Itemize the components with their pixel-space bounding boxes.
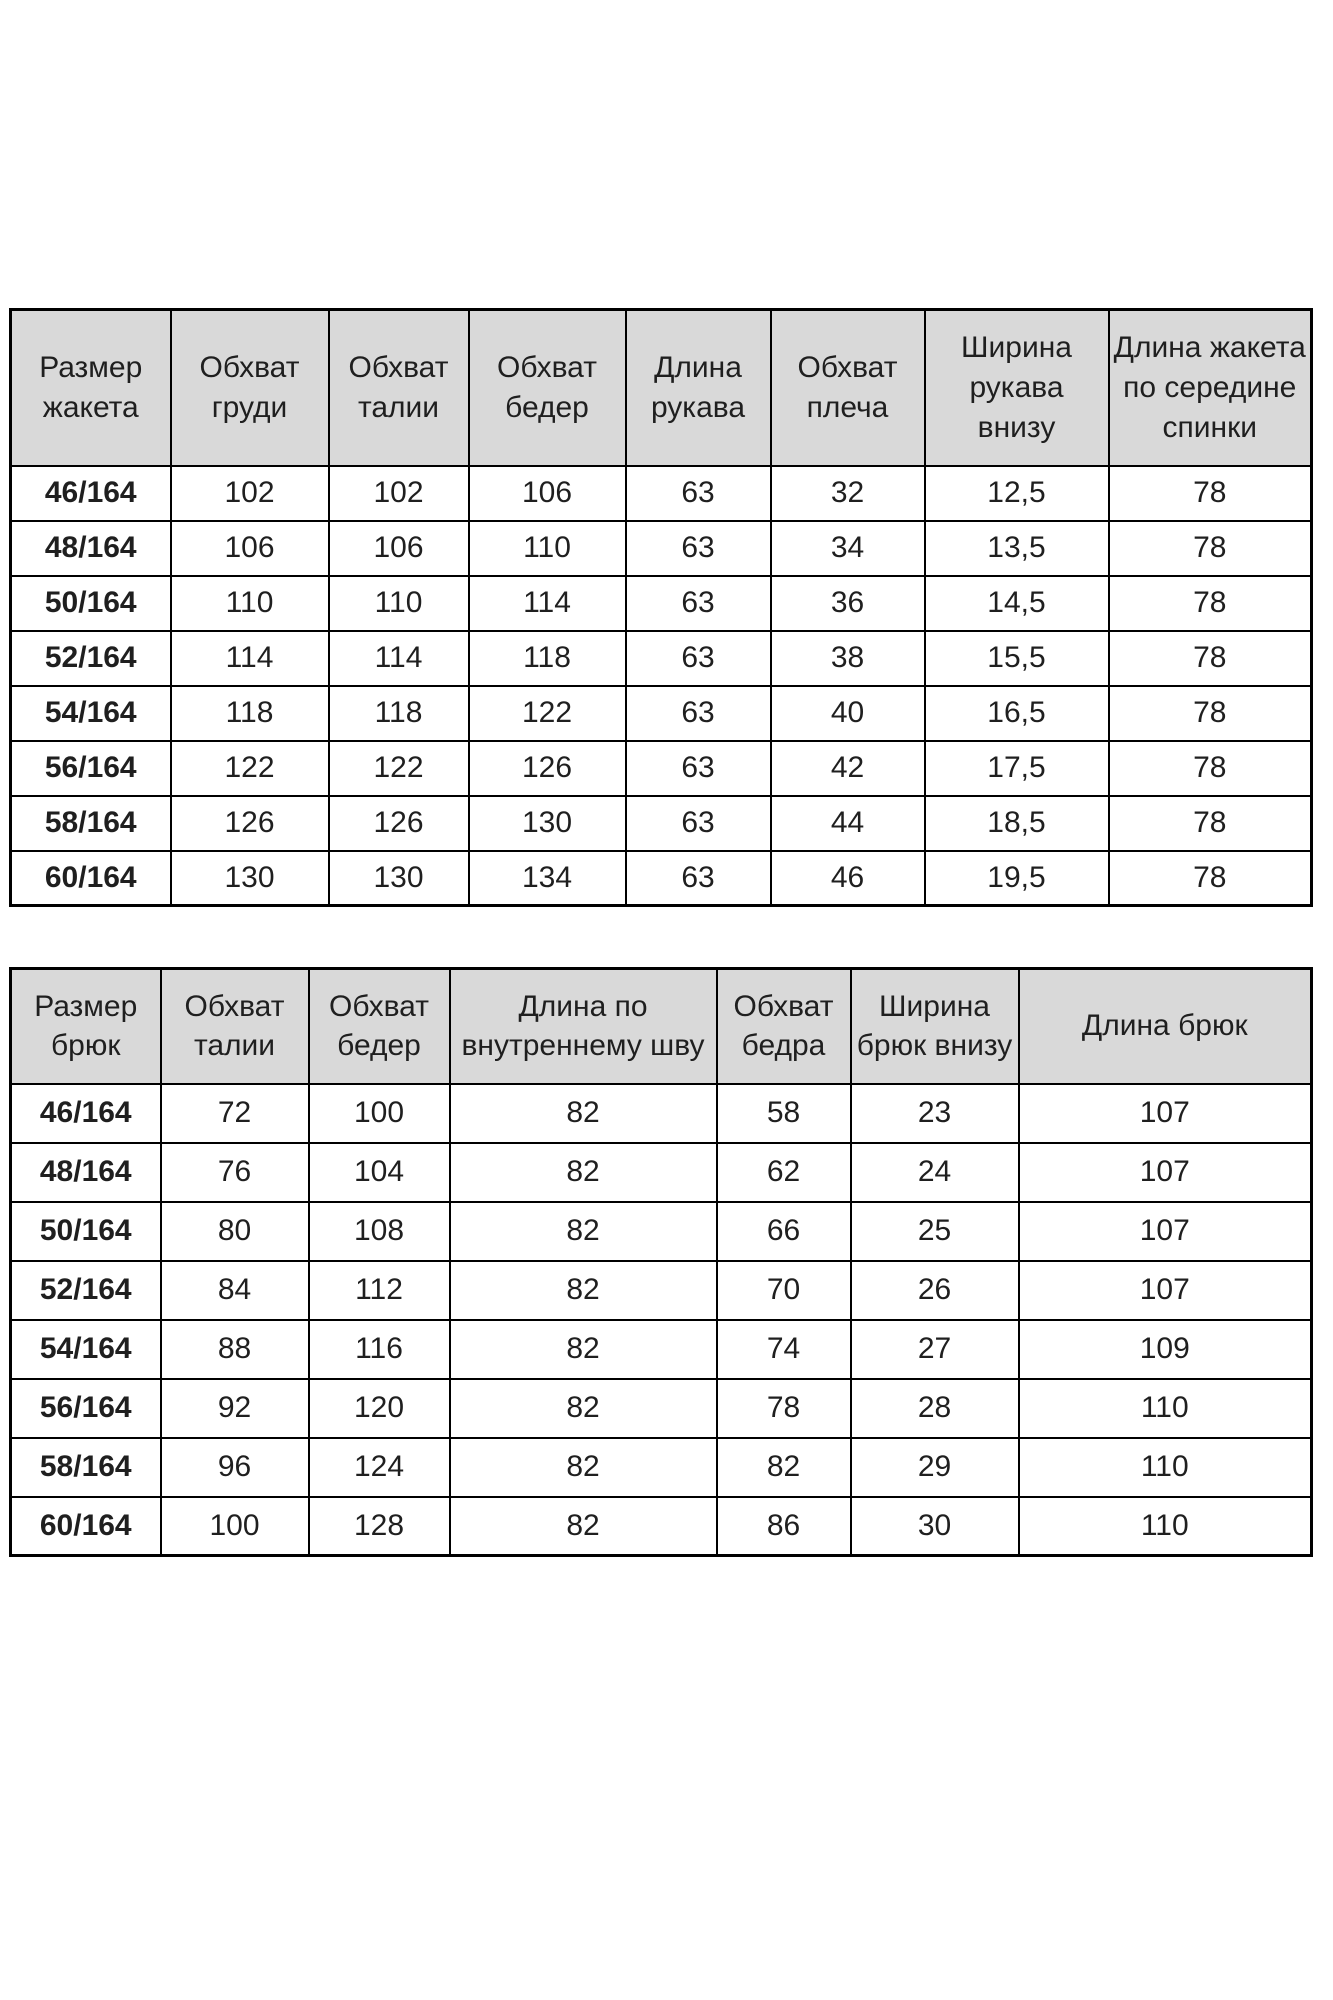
measurement-cell: 102 — [171, 466, 329, 521]
measurement-cell: 106 — [329, 521, 469, 576]
measurement-cell: 82 — [450, 1379, 717, 1438]
column-header: Обхват плеча — [771, 310, 925, 466]
table-row — [11, 1261, 1312, 1320]
measurement-cell: 78 — [1109, 851, 1312, 906]
measurement-cell: 15,5 — [925, 631, 1109, 686]
measurement-cell: 63 — [626, 741, 771, 796]
measurement-cell: 130 — [171, 851, 329, 906]
measurement-cell: 63 — [626, 686, 771, 741]
table-row — [11, 741, 1312, 796]
measurement-cell: 107 — [1019, 1261, 1312, 1320]
column-header: Размер брюк — [11, 969, 161, 1084]
measurement-cell: 126 — [329, 796, 469, 851]
column-header: Длина по внутреннему шву — [450, 969, 717, 1084]
measurement-cell: 82 — [450, 1261, 717, 1320]
measurement-cell: 122 — [469, 686, 626, 741]
measurement-cell: 110 — [1019, 1438, 1312, 1497]
measurement-cell: 18,5 — [925, 796, 1109, 851]
measurement-cell: 27 — [851, 1320, 1019, 1379]
measurement-cell: 102 — [329, 466, 469, 521]
measurement-cell: 70 — [717, 1261, 851, 1320]
measurement-cell: 118 — [469, 631, 626, 686]
size-cell: 48/164 — [11, 1143, 161, 1202]
measurement-cell: 106 — [469, 466, 626, 521]
table-row — [11, 631, 1312, 686]
measurement-cell: 63 — [626, 631, 771, 686]
measurement-cell: 86 — [717, 1497, 851, 1556]
measurement-cell: 82 — [450, 1438, 717, 1497]
measurement-cell: 116 — [309, 1320, 450, 1379]
measurement-cell: 13,5 — [925, 521, 1109, 576]
measurement-cell: 78 — [1109, 521, 1312, 576]
measurement-cell: 114 — [171, 631, 329, 686]
measurement-cell: 130 — [469, 796, 626, 851]
table-row — [11, 1497, 1312, 1556]
measurement-cell: 29 — [851, 1438, 1019, 1497]
measurement-cell: 106 — [171, 521, 329, 576]
size-cell: 60/164 — [11, 851, 171, 906]
measurement-cell: 78 — [1109, 686, 1312, 741]
column-header: Длина рукава — [626, 310, 771, 466]
size-cell: 52/164 — [11, 631, 171, 686]
measurement-cell: 92 — [161, 1379, 309, 1438]
measurement-cell: 110 — [469, 521, 626, 576]
measurement-cell: 120 — [309, 1379, 450, 1438]
size-cell: 46/164 — [11, 1084, 161, 1143]
size-cell: 58/164 — [11, 796, 171, 851]
measurement-cell: 36 — [771, 576, 925, 631]
measurement-cell: 12,5 — [925, 466, 1109, 521]
measurement-cell: 82 — [450, 1143, 717, 1202]
size-cell: 46/164 — [11, 466, 171, 521]
measurement-cell: 114 — [329, 631, 469, 686]
measurement-cell: 118 — [171, 686, 329, 741]
measurement-cell: 107 — [1019, 1084, 1312, 1143]
measurement-cell: 63 — [626, 521, 771, 576]
measurement-cell: 82 — [717, 1438, 851, 1497]
measurement-cell: 78 — [1109, 576, 1312, 631]
measurement-cell: 110 — [171, 576, 329, 631]
size-cell: 58/164 — [11, 1438, 161, 1497]
measurement-cell: 134 — [469, 851, 626, 906]
measurement-cell: 25 — [851, 1202, 1019, 1261]
table-row — [11, 521, 1312, 576]
table-row — [11, 686, 1312, 741]
measurement-cell: 16,5 — [925, 686, 1109, 741]
size-cell: 56/164 — [11, 1379, 161, 1438]
measurement-cell: 96 — [161, 1438, 309, 1497]
table-row — [11, 1438, 1312, 1497]
header-row — [11, 310, 1312, 466]
measurement-cell: 100 — [161, 1497, 309, 1556]
size-cell: 50/164 — [11, 576, 171, 631]
size-cell: 48/164 — [11, 521, 171, 576]
measurement-cell: 78 — [1109, 741, 1312, 796]
measurement-cell: 42 — [771, 741, 925, 796]
column-header: Обхват бедра — [717, 969, 851, 1084]
measurement-cell: 78 — [1109, 466, 1312, 521]
jacket-size-table — [9, 308, 1313, 907]
measurement-cell: 72 — [161, 1084, 309, 1143]
measurement-cell: 107 — [1019, 1143, 1312, 1202]
measurement-cell: 82 — [450, 1202, 717, 1261]
measurement-cell: 82 — [450, 1497, 717, 1556]
measurement-cell: 76 — [161, 1143, 309, 1202]
table-row — [11, 466, 1312, 521]
table-row — [11, 1379, 1312, 1438]
measurement-cell: 17,5 — [925, 741, 1109, 796]
column-header: Ширина рукава внизу — [925, 310, 1109, 466]
measurement-cell: 124 — [309, 1438, 450, 1497]
table-row — [11, 796, 1312, 851]
measurement-cell: 32 — [771, 466, 925, 521]
size-cell: 60/164 — [11, 1497, 161, 1556]
measurement-cell: 26 — [851, 1261, 1019, 1320]
column-header: Размер жакета — [11, 310, 171, 466]
measurement-cell: 82 — [450, 1084, 717, 1143]
size-cell: 52/164 — [11, 1261, 161, 1320]
column-header: Длина жакета по середине спинки — [1109, 310, 1312, 466]
measurement-cell: 82 — [450, 1320, 717, 1379]
measurement-cell: 78 — [1109, 631, 1312, 686]
measurement-cell: 78 — [717, 1379, 851, 1438]
measurement-cell: 88 — [161, 1320, 309, 1379]
measurement-cell: 30 — [851, 1497, 1019, 1556]
size-cell: 50/164 — [11, 1202, 161, 1261]
measurement-cell: 107 — [1019, 1202, 1312, 1261]
measurement-cell: 122 — [171, 741, 329, 796]
measurement-cell: 104 — [309, 1143, 450, 1202]
table-row — [11, 851, 1312, 906]
size-cell: 56/164 — [11, 741, 171, 796]
table-row — [11, 1320, 1312, 1379]
measurement-cell: 58 — [717, 1084, 851, 1143]
measurement-cell: 130 — [329, 851, 469, 906]
measurement-cell: 112 — [309, 1261, 450, 1320]
column-header: Ширина брюк внизу — [851, 969, 1019, 1084]
measurement-cell: 100 — [309, 1084, 450, 1143]
table-row — [11, 1084, 1312, 1143]
measurement-cell: 24 — [851, 1143, 1019, 1202]
measurement-cell: 63 — [626, 796, 771, 851]
measurement-cell: 126 — [171, 796, 329, 851]
column-header: Обхват талии — [329, 310, 469, 466]
measurement-cell: 19,5 — [925, 851, 1109, 906]
table-row — [11, 1143, 1312, 1202]
measurement-cell: 122 — [329, 741, 469, 796]
measurement-cell: 34 — [771, 521, 925, 576]
measurement-cell: 63 — [626, 466, 771, 521]
column-header: Обхват бедер — [309, 969, 450, 1084]
column-header: Обхват талии — [161, 969, 309, 1084]
measurement-cell: 14,5 — [925, 576, 1109, 631]
size-cell: 54/164 — [11, 1320, 161, 1379]
measurement-cell: 110 — [1019, 1497, 1312, 1556]
measurement-cell: 40 — [771, 686, 925, 741]
pants-size-table — [9, 967, 1313, 1557]
header-row — [11, 969, 1312, 1084]
table-row — [11, 1202, 1312, 1261]
measurement-cell: 110 — [1019, 1379, 1312, 1438]
measurement-cell: 114 — [469, 576, 626, 631]
measurement-cell: 74 — [717, 1320, 851, 1379]
measurement-cell: 118 — [329, 686, 469, 741]
measurement-cell: 110 — [329, 576, 469, 631]
measurement-cell: 84 — [161, 1261, 309, 1320]
column-header: Обхват бедер — [469, 310, 626, 466]
measurement-cell: 44 — [771, 796, 925, 851]
measurement-cell: 108 — [309, 1202, 450, 1261]
measurement-cell: 126 — [469, 741, 626, 796]
measurement-cell: 63 — [626, 851, 771, 906]
measurement-cell: 23 — [851, 1084, 1019, 1143]
table-row — [11, 576, 1312, 631]
column-header: Длина брюк — [1019, 969, 1312, 1084]
measurement-cell: 63 — [626, 576, 771, 631]
column-header: Обхват груди — [171, 310, 329, 466]
measurement-cell: 62 — [717, 1143, 851, 1202]
measurement-cell: 80 — [161, 1202, 309, 1261]
measurement-cell: 78 — [1109, 796, 1312, 851]
size-cell: 54/164 — [11, 686, 171, 741]
measurement-cell: 128 — [309, 1497, 450, 1556]
measurement-cell: 28 — [851, 1379, 1019, 1438]
measurement-cell: 46 — [771, 851, 925, 906]
measurement-cell: 66 — [717, 1202, 851, 1261]
measurement-cell: 109 — [1019, 1320, 1312, 1379]
measurement-cell: 38 — [771, 631, 925, 686]
